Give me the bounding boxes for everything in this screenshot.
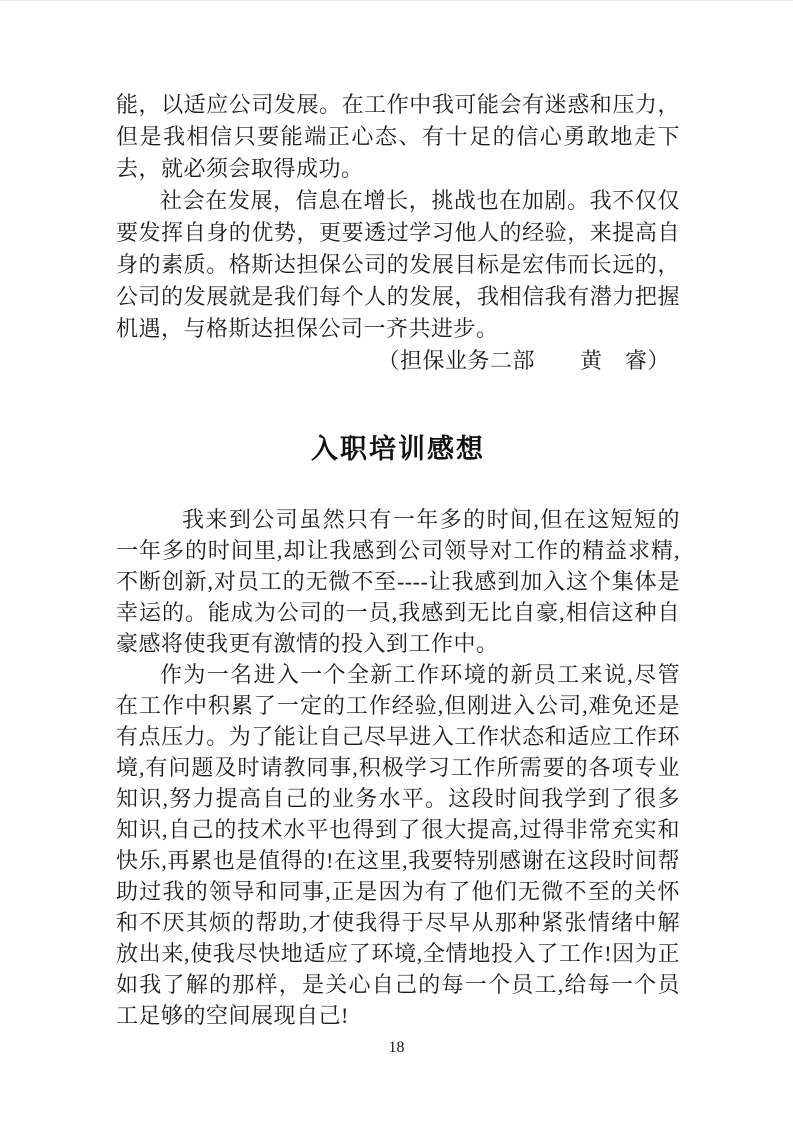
signature-line: （担保业务二部 黄 睿） — [377, 348, 670, 373]
page-number: 18 — [388, 1039, 405, 1056]
page-content — [116, 89, 680, 1031]
paragraph: 我来到公司虽然只有一年多的时间,但在这短短的一年多的时间里,却让我感到公司领导对工作的精益求精,不断创新,对员工的无微不至----让我感到加入这个集体是幸运的。能成为公司的一员,我感到无比自豪,相信这种自豪感将使我更有激情的投入到工作中。 — [116, 507, 680, 656]
paragraph: 作为一名进入一个全新工作环境的新员工来说,尽管在工作中积累了一定的工作经验,但刚进入公司,难免还是有点压力。为了能让自己尽早进入工作状态和适应工作环境,有问题及时请教同事,积极学习工作所需要的各项专业知识,努力提高自己的业务水平。这段时间我学到了很多知识,自己的技术水平也得到了很大提高,过得非常充实和快乐,再累也是值得的!在这里,我要特别感谢在这段时间帮助过我的领导和同事,正是因为有了他们无微不至的关怀和不厌其烦的帮助,才使我得于尽早从那种紧张情绪中解放出来,使我尽快地适应了环境,全情地投入了工作!因为正如我了解的那样，是关心自己的每一个员工,给每一个员工足够的空间展现自己! — [116, 662, 680, 1028]
continued-section — [116, 89, 680, 377]
paragraph: 能，以适应公司发展。在工作中我可能会有迷惑和压力，但是我相信只要能端正心态、有十足的信心勇敢地走下去，就必须会取得成功。 — [116, 92, 680, 181]
paragraph: 社会在发展，信息在增长，挑战也在加剧。我不仅仅要发挥自身的优势，更要透过学习他人的经验，来提高自身的素质。格斯达担保公司的发展目标是宏伟而长远的，公司的发展就是我们每个人的发展，我相信我有潜力把握机遇，与格斯达担保公司一齐共进步。 — [116, 188, 680, 341]
article-body — [116, 504, 680, 1031]
article-title: 入职培训感想 — [311, 434, 485, 464]
